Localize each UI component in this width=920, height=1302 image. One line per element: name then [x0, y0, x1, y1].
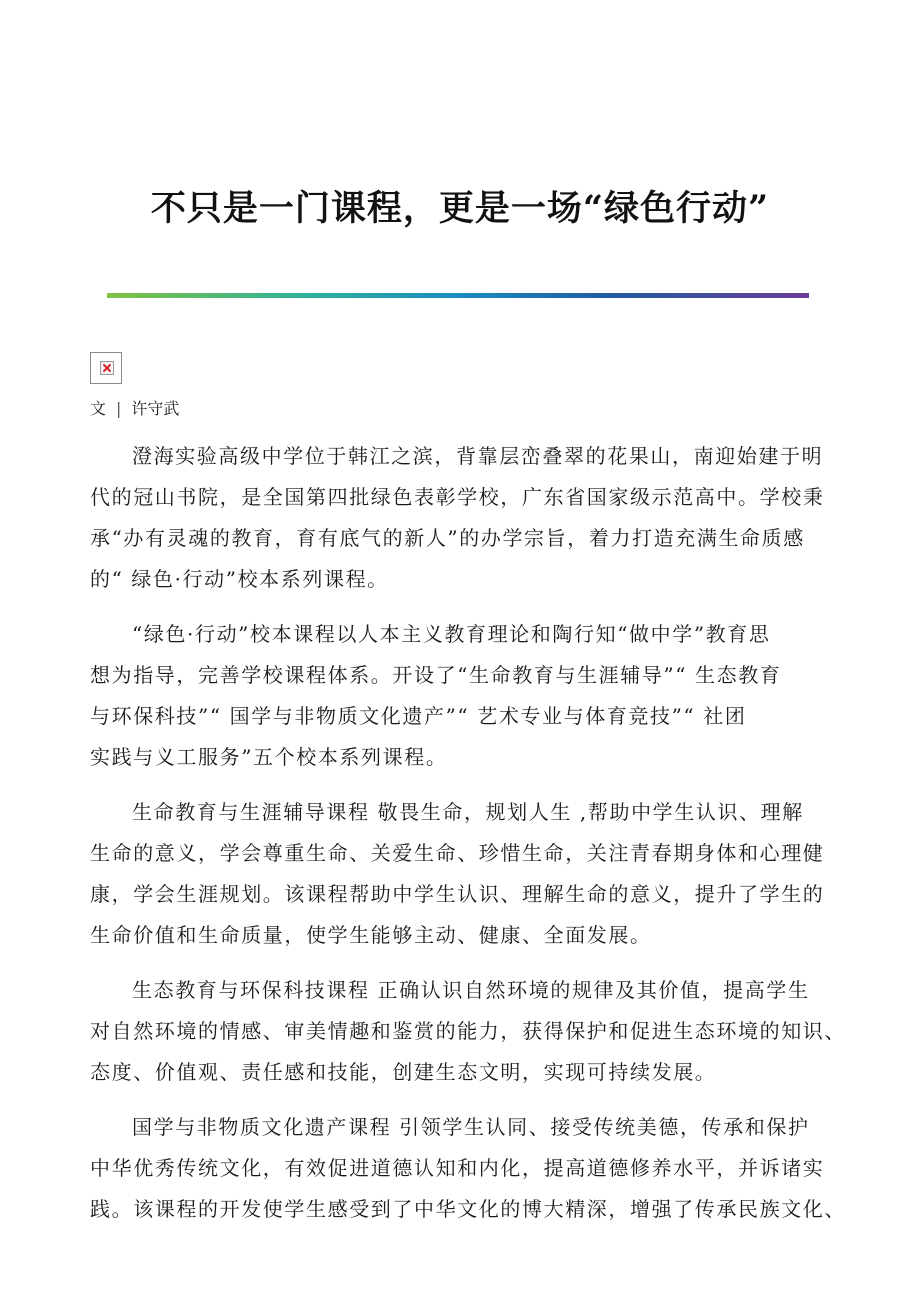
- broken-image-x-icon: [100, 361, 114, 375]
- paragraph-line: 对自然环境的情感、审美情趣和鉴赏的能力，获得保护和促进生态环境的知识、: [90, 1019, 846, 1043]
- paragraph: [90, 792, 830, 956]
- paragraph-line: 代的冠山书院，是全国第四批绿色表彰学校，广东省国家级示范高中。学校秉: [90, 485, 825, 509]
- title-divider: [107, 293, 809, 298]
- paragraph-line: 实践与义工服务”五个校本系列课程。: [90, 745, 448, 769]
- paragraph-line: 澄海实验高级中学位于韩江之滨，背靠层峦叠翠的花果山，南迎始建于明: [132, 444, 824, 468]
- broken-image-icon: [90, 352, 122, 384]
- paragraph-line: 践。该课程的开发使学生感受到了中华文化的博大精深，增强了传承民族文化、: [90, 1197, 846, 1221]
- paragraph-line: 中华优秀传统文化，有效促进道德认知和内化，提高道德修养水平，并诉诸实: [90, 1156, 825, 1180]
- paragraph-line: 生命教育与生涯辅导课程 敬畏生命，规划人生 ,帮助中学生认识、理解: [132, 800, 804, 824]
- byline: [90, 398, 179, 420]
- byline-author: 许守武: [131, 399, 180, 418]
- paragraph-line: “绿色·行动”校本课程以人本主义教育理论和陶行知“做中学”教育思: [132, 622, 771, 646]
- paragraph: [90, 614, 830, 778]
- paragraph-line: 生命价值和生命质量，使学生能够主动、健康、全面发展。: [90, 923, 652, 947]
- paragraph-line: 与环保科技”“ 国学与非物质文化遗产”“ 艺术专业与体育竞技”“ 社团: [90, 704, 747, 728]
- paragraph-line: 想为指导，完善学校课程体系。开设了“生命教育与生涯辅导”“ 生态教育: [90, 663, 782, 687]
- paragraph-line: 承“办有灵魂的教育，育有底气的新人”的办学宗旨，着力打造充满生命质感: [90, 526, 805, 550]
- paragraph-line: 生态教育与环保科技课程 正确认识自然环境的规律及其价值，提高学生: [132, 978, 810, 1002]
- paragraph: [90, 436, 830, 600]
- paragraph-line: 生命的意义，学会尊重生命、关爱生命、珍惜生命，关注青春期身体和心理健: [90, 841, 825, 865]
- article-body: [90, 436, 846, 1244]
- paragraph: [90, 970, 846, 1093]
- paragraph-line: 的“ 绿色·行动”校本系列课程。: [90, 567, 389, 591]
- paragraph-line: 国学与非物质文化遗产课程 引领学生认同、接受传统美德，传承和保护: [132, 1115, 810, 1139]
- paragraph: [90, 1107, 846, 1230]
- paragraph-line: 康，学会生涯规划。该课程帮助中学生认识、理解生命的意义，提升了学生的: [90, 882, 825, 906]
- byline-prefix: 文: [90, 399, 107, 418]
- paragraph-line: 态度、价值观、责任感和技能，创建生态文明，实现可持续发展。: [90, 1060, 717, 1084]
- byline-separator: |: [116, 399, 122, 418]
- article-title: 不只是一门课程，更是一场“绿色行动”: [150, 188, 770, 229]
